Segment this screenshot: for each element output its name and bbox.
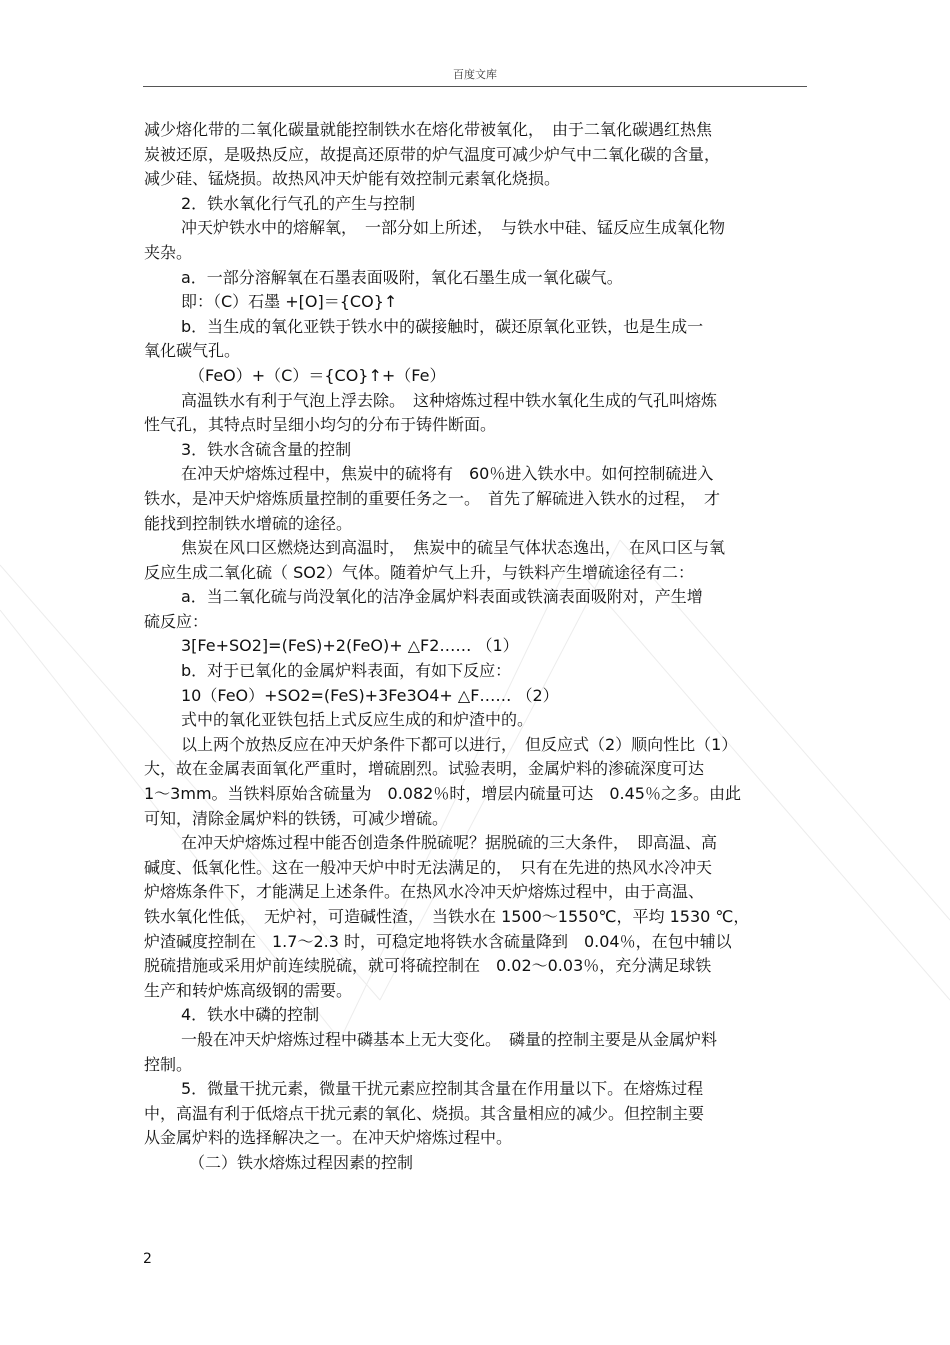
paragraph-line: 减少硅、锰烧损。故热风冲天炉能有效控制元素氧化烧损。 [144,169,561,189]
paragraph-line: a．当二氧化硫与尚没氧化的洁净金属炉料表面或铁滴表面吸附对，产生增 [181,587,703,607]
equation-line: 3[Fe+SO2]=(FeS)+2(FeO)+ △F2…… （1） [181,636,519,656]
paragraph-line: 1～3mm。当铁料原始含硫量为 0.082％时，增层内硫量可达 0.45％之多。由此 [144,784,741,804]
document-body [144,118,808,1176]
paragraph-line: 式中的氧化亚铁包括上式反应生成的和炉渣中的。 [181,710,534,730]
page-number: 2 [143,1251,152,1267]
paragraph-line: 控制。 [144,1054,193,1074]
paragraph-line: b．对于已氧化的金属炉料表面，有如下反应： [181,661,512,681]
paragraph-line: 铁水氧化性低， 无炉衬，可造碱性渣， 当铁水在 1500～1550℃，平均 1530 ℃， [144,907,750,926]
paragraph-line: 从金属炉料的选择解决之一。在冲天炉熔炼过程中。 [144,1128,513,1148]
paragraph-line: 反应生成二氧化硫（ SO2）气体。随着炉气上升，与铁料产生增硫途径有二： [144,562,695,582]
paragraph-line: 在冲天炉熔炼过程中，焦炭中的硫将有 60％进入铁水中。如何控制硫进入 [181,464,714,484]
paragraph-line: 炉渣碱度控制在 1.7～2.3 时，可稳定地将铁水含硫量降到 0.04％，在包中辅以 [144,931,732,951]
paragraph-line: 铁水，是冲天炉熔炼质量控制的重要任务之一。 首先了解硫进入铁水的过程， 才 [144,488,721,508]
paragraph-line: 冲天炉铁水中的熔解氧， 一部分如上所述， 与铁水中硅、锰反应生成氧化物 [181,218,726,238]
paragraph-line: 性气孔，其特点时呈细小均匀的分布于铸件断面。 [144,415,497,435]
paragraph-line: 硫反应： [144,611,209,631]
paragraph-line: 在冲天炉熔炼过程中能否创造条件脱硫呢？据脱硫的三大条件， 即高温、高 [181,833,718,853]
paragraph-line: a．一部分溶解氧在石墨表面吸附，氧化石墨生成一氧化碳气。 [181,267,623,287]
paragraph-line: 大，故在金属表面氧化严重时，增硫剧烈。试验表明，金属炉料的渗硫深度可达 [144,759,705,779]
paragraph-line: 一般在冲天炉熔炼过程中磷基本上无大变化。 磷量的控制主要是从金属炉料 [181,1029,718,1049]
equation-line: 即：（C）石墨 +[O]＝{CO}↑ [181,292,398,312]
equation-line: （FeO）+（C）＝{CO}↑+（Fe） [189,365,446,385]
paragraph-line: 焦炭在风口区燃烧达到高温时， 焦炭中的硫呈气体状态逸出， 在风口区与氧 [181,538,726,558]
section-heading: （二）铁水熔炼过程因素的控制 [189,1152,414,1172]
paragraph-line: 碱度、低氧化性。这在一般冲天炉中时无法满足的， 只有在先进的热风水冷冲天 [144,857,713,877]
page-header: 百度文库 [453,68,497,81]
paragraph-line: 炭被还原，是吸热反应，故提高还原带的炉气温度可减少炉气中二氧化碳的含量， [144,144,721,164]
paragraph-line: 减少熔化带的二氧化碳量就能控制铁水在熔化带被氧化， 由于二氧化碳遇红热焦 [144,120,713,139]
paragraph-line: 以上两个放热反应在冲天炉条件下都可以进行， 但反应式（2）顺向性比（1） [181,734,738,754]
paragraph-line: 生产和转炉炼高级钢的需要。 [144,980,353,1000]
paragraph-line: 夹杂。 [144,242,193,262]
paragraph-line: 高温铁水有利于气泡上浮去除。 这种熔炼过程中铁水氧化生成的气孔叫熔炼 [181,390,718,410]
paragraph-line: 炉熔炼条件下，才能满足上述条件。在热风水冷冲天炉熔炼过程中，由于高温、 [144,882,705,902]
section-heading: 3．铁水含硫含量的控制 [181,439,352,459]
paragraph-line: 氧化碳气孔。 [144,341,241,361]
paragraph-line: 脱硫措施或采用炉前连续脱硫，就可将硫控制在 0.02～0.03％，充分满足球铁 [144,956,712,976]
paragraph-line: 能找到控制铁水增硫的途径。 [144,513,353,533]
paragraph-line: 中，高温有利于低熔点干扰元素的氧化、烧损。其含量相应的减少。但控制主要 [144,1103,705,1123]
paragraph-line: b．当生成的氧化亚铁于铁水中的碳接触时，碳还原氧化亚铁，也是生成一 [181,316,704,336]
section-heading: 4．铁水中磷的控制 [181,1005,320,1025]
equation-line: 10（FeO）+SO2=(FeS)+3Fe3O4+ △F…… （2） [181,685,559,705]
paragraph-line: 可知，清除金属炉料的铁锈，可减少增硫。 [144,808,449,828]
header-divider [143,86,807,87]
paragraph-line: 5．微量干扰元素，微量干扰元素应控制其含量在作用量以下。在熔炼过程 [181,1079,704,1099]
section-heading: 2．铁水氧化行气孔的产生与控制 [181,193,416,213]
